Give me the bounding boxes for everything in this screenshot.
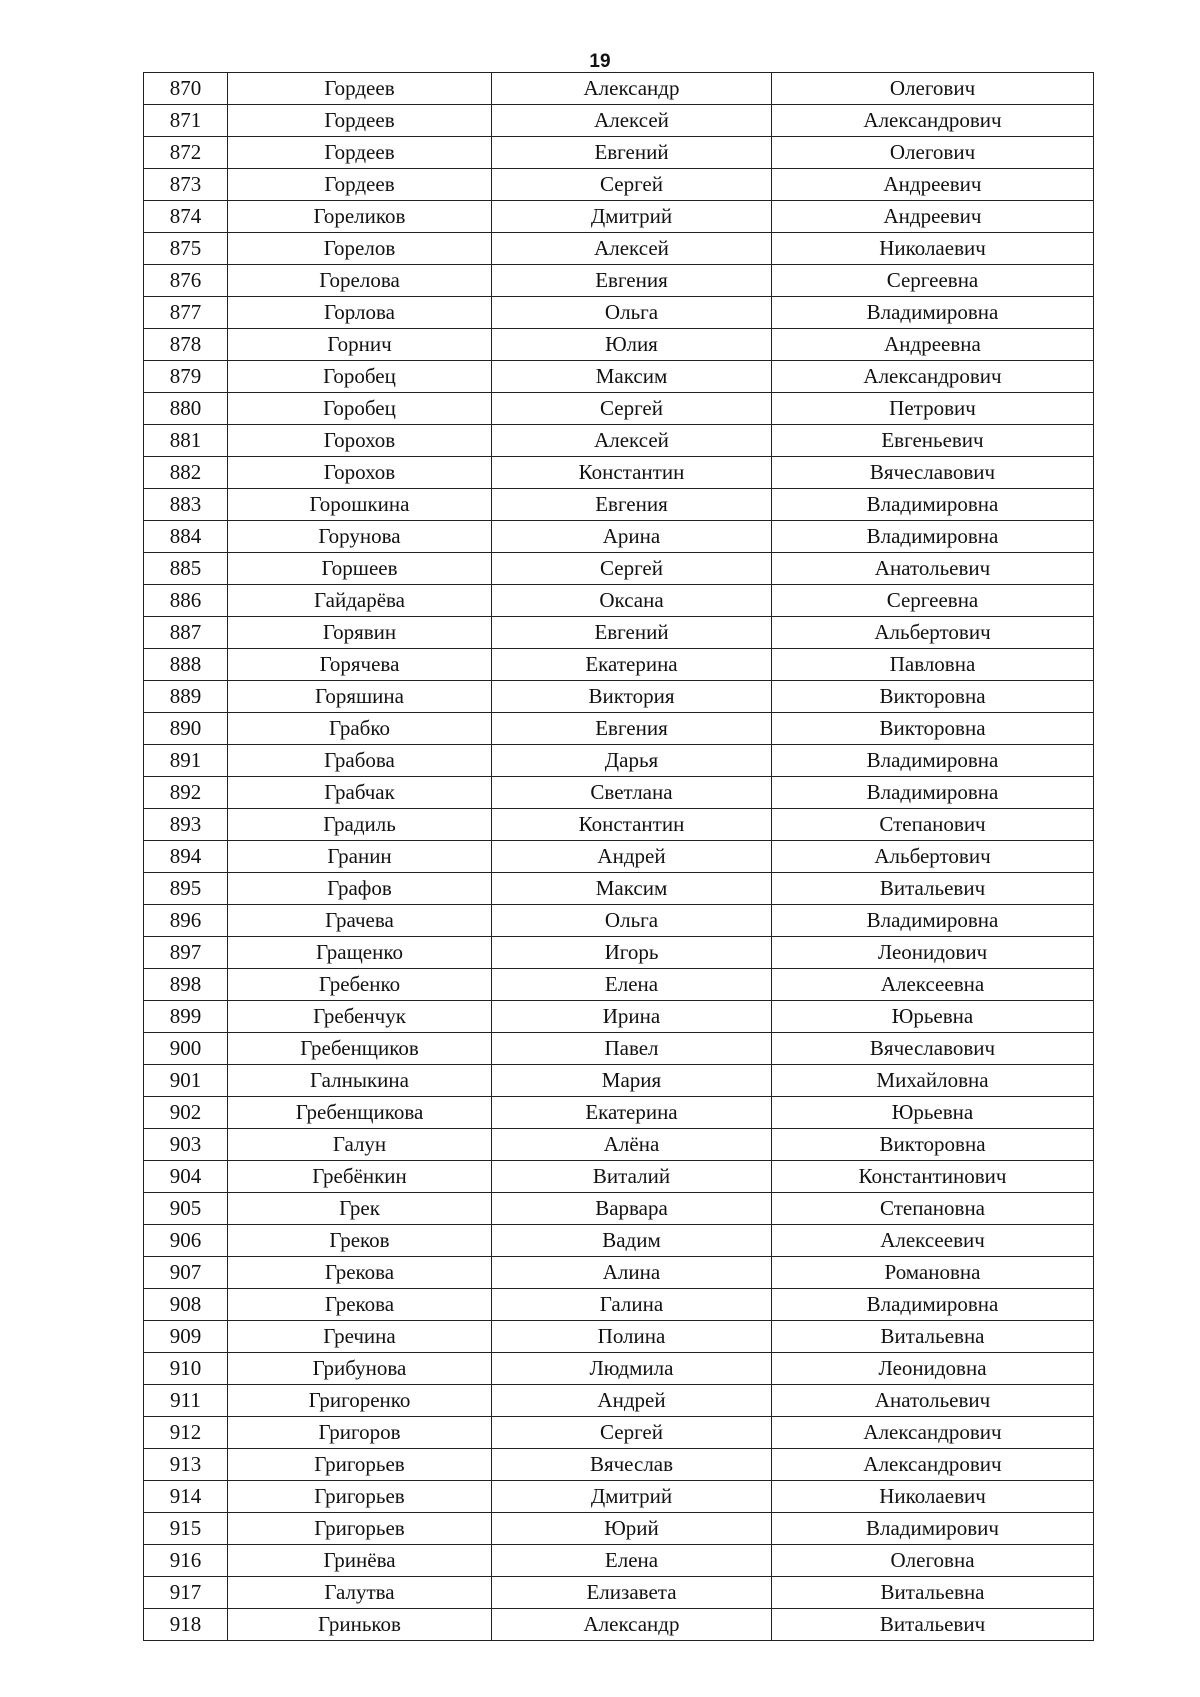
first-name-cell: Елизавета: [492, 1577, 772, 1609]
row-number-cell: 898: [144, 969, 228, 1001]
row-number-cell: 890: [144, 713, 228, 745]
last-name-cell: Галныкина: [228, 1065, 492, 1097]
patronymic-cell: Алексеевич: [772, 1225, 1094, 1257]
first-name-cell: Константин: [492, 457, 772, 489]
first-name-cell: Алексей: [492, 233, 772, 265]
row-number-cell: 899: [144, 1001, 228, 1033]
table-row: [144, 1321, 1094, 1353]
patronymic-cell: Витальевна: [772, 1577, 1094, 1609]
last-name-cell: Градиль: [228, 809, 492, 841]
table-row: [144, 1353, 1094, 1385]
first-name-cell: Алексей: [492, 425, 772, 457]
table-row: [144, 745, 1094, 777]
patronymic-cell: Романовна: [772, 1257, 1094, 1289]
patronymic-cell: Владимировна: [772, 521, 1094, 553]
row-number-cell: 909: [144, 1321, 228, 1353]
row-number-cell: 901: [144, 1065, 228, 1097]
row-number-cell: 894: [144, 841, 228, 873]
table-row: [144, 937, 1094, 969]
first-name-cell: Максим: [492, 361, 772, 393]
first-name-cell: Дмитрий: [492, 201, 772, 233]
patronymic-cell: Викторовна: [772, 681, 1094, 713]
last-name-cell: Горявин: [228, 617, 492, 649]
row-number-cell: 902: [144, 1097, 228, 1129]
last-name-cell: Грек: [228, 1193, 492, 1225]
last-name-cell: Грекова: [228, 1257, 492, 1289]
table-row: [144, 457, 1094, 489]
last-name-cell: Григорьев: [228, 1481, 492, 1513]
last-name-cell: Горобец: [228, 361, 492, 393]
patronymic-cell: Андреевна: [772, 329, 1094, 361]
table-row: [144, 649, 1094, 681]
first-name-cell: Юлия: [492, 329, 772, 361]
first-name-cell: Ирина: [492, 1001, 772, 1033]
last-name-cell: Григорьев: [228, 1449, 492, 1481]
table-row: [144, 1289, 1094, 1321]
patronymic-cell: Анатольевич: [772, 553, 1094, 585]
table-row: [144, 1193, 1094, 1225]
table-row: [144, 1129, 1094, 1161]
table-row: [144, 1385, 1094, 1417]
first-name-cell: Алёна: [492, 1129, 772, 1161]
last-name-cell: Гребенко: [228, 969, 492, 1001]
first-name-cell: Оксана: [492, 585, 772, 617]
last-name-cell: Гайдарёва: [228, 585, 492, 617]
table-row: [144, 425, 1094, 457]
row-number-cell: 877: [144, 297, 228, 329]
patronymic-cell: Алексеевна: [772, 969, 1094, 1001]
first-name-cell: Андрей: [492, 1385, 772, 1417]
table-row: [144, 329, 1094, 361]
roster-table: [143, 72, 1094, 1641]
table-row: [144, 137, 1094, 169]
last-name-cell: Грекова: [228, 1289, 492, 1321]
table-row: [144, 681, 1094, 713]
table-row: [144, 265, 1094, 297]
row-number-cell: 913: [144, 1449, 228, 1481]
row-number-cell: 895: [144, 873, 228, 905]
table-row: [144, 1065, 1094, 1097]
patronymic-cell: Викторовна: [772, 1129, 1094, 1161]
row-number-cell: 870: [144, 73, 228, 105]
page-number: 19: [589, 51, 611, 72]
table-row: [144, 1449, 1094, 1481]
patronymic-cell: Олегович: [772, 137, 1094, 169]
row-number-cell: 917: [144, 1577, 228, 1609]
table-row: [144, 105, 1094, 137]
patronymic-cell: Леонидовна: [772, 1353, 1094, 1385]
last-name-cell: Горунова: [228, 521, 492, 553]
row-number-cell: 892: [144, 777, 228, 809]
patronymic-cell: Александрович: [772, 361, 1094, 393]
first-name-cell: Виктория: [492, 681, 772, 713]
patronymic-cell: Андреевич: [772, 201, 1094, 233]
first-name-cell: Сергей: [492, 169, 772, 201]
patronymic-cell: Альбертович: [772, 841, 1094, 873]
roster-table-body: [144, 73, 1094, 1641]
table-row: [144, 617, 1094, 649]
row-number-cell: 872: [144, 137, 228, 169]
first-name-cell: Вячеслав: [492, 1449, 772, 1481]
first-name-cell: Екатерина: [492, 649, 772, 681]
first-name-cell: Евгения: [492, 713, 772, 745]
row-number-cell: 896: [144, 905, 228, 937]
first-name-cell: Александр: [492, 1609, 772, 1641]
patronymic-cell: Степанович: [772, 809, 1094, 841]
last-name-cell: Гречина: [228, 1321, 492, 1353]
row-number-cell: 911: [144, 1385, 228, 1417]
last-name-cell: Григоренко: [228, 1385, 492, 1417]
table-row: [144, 1097, 1094, 1129]
row-number-cell: 881: [144, 425, 228, 457]
row-number-cell: 888: [144, 649, 228, 681]
last-name-cell: Горобец: [228, 393, 492, 425]
first-name-cell: Александр: [492, 73, 772, 105]
row-number-cell: 883: [144, 489, 228, 521]
row-number-cell: 874: [144, 201, 228, 233]
table-row: [144, 1417, 1094, 1449]
last-name-cell: Грабова: [228, 745, 492, 777]
table-row: [144, 713, 1094, 745]
first-name-cell: Алина: [492, 1257, 772, 1289]
row-number-cell: 882: [144, 457, 228, 489]
row-number-cell: 915: [144, 1513, 228, 1545]
last-name-cell: Гриньков: [228, 1609, 492, 1641]
table-row: [144, 233, 1094, 265]
first-name-cell: Евгения: [492, 489, 772, 521]
last-name-cell: Грибунова: [228, 1353, 492, 1385]
patronymic-cell: Александрович: [772, 1449, 1094, 1481]
last-name-cell: Грачева: [228, 905, 492, 937]
last-name-cell: Гордеев: [228, 73, 492, 105]
row-number-cell: 897: [144, 937, 228, 969]
row-number-cell: 871: [144, 105, 228, 137]
first-name-cell: Евгений: [492, 137, 772, 169]
first-name-cell: Сергей: [492, 1417, 772, 1449]
patronymic-cell: Витальевич: [772, 873, 1094, 905]
patronymic-cell: Владимирович: [772, 1513, 1094, 1545]
row-number-cell: 875: [144, 233, 228, 265]
last-name-cell: Гореликов: [228, 201, 492, 233]
patronymic-cell: Владимировна: [772, 297, 1094, 329]
table-row: [144, 969, 1094, 1001]
row-number-cell: 900: [144, 1033, 228, 1065]
patronymic-cell: Альбертович: [772, 617, 1094, 649]
first-name-cell: Вадим: [492, 1225, 772, 1257]
last-name-cell: Галутва: [228, 1577, 492, 1609]
patronymic-cell: Сергеевна: [772, 265, 1094, 297]
last-name-cell: Галун: [228, 1129, 492, 1161]
first-name-cell: Андрей: [492, 841, 772, 873]
first-name-cell: Игорь: [492, 937, 772, 969]
last-name-cell: Горохов: [228, 425, 492, 457]
table-row: [144, 1033, 1094, 1065]
first-name-cell: Алексей: [492, 105, 772, 137]
patronymic-cell: Александрович: [772, 1417, 1094, 1449]
last-name-cell: Гребенщиков: [228, 1033, 492, 1065]
row-number-cell: 884: [144, 521, 228, 553]
row-number-cell: 914: [144, 1481, 228, 1513]
row-number-cell: 904: [144, 1161, 228, 1193]
patronymic-cell: Владимировна: [772, 777, 1094, 809]
patronymic-cell: Павловна: [772, 649, 1094, 681]
patronymic-cell: Владимировна: [772, 489, 1094, 521]
row-number-cell: 873: [144, 169, 228, 201]
patronymic-cell: Владимировна: [772, 1289, 1094, 1321]
last-name-cell: Гребенчук: [228, 1001, 492, 1033]
patronymic-cell: Владимировна: [772, 745, 1094, 777]
first-name-cell: Екатерина: [492, 1097, 772, 1129]
table-row: [144, 1001, 1094, 1033]
first-name-cell: Юрий: [492, 1513, 772, 1545]
table-row: [144, 1225, 1094, 1257]
row-number-cell: 878: [144, 329, 228, 361]
table-row: [144, 1577, 1094, 1609]
first-name-cell: Арина: [492, 521, 772, 553]
row-number-cell: 903: [144, 1129, 228, 1161]
first-name-cell: Павел: [492, 1033, 772, 1065]
table-row: [144, 393, 1094, 425]
first-name-cell: Ольга: [492, 905, 772, 937]
table-row: [144, 1257, 1094, 1289]
row-number-cell: 879: [144, 361, 228, 393]
patronymic-cell: Леонидович: [772, 937, 1094, 969]
table-row: [144, 297, 1094, 329]
last-name-cell: Греков: [228, 1225, 492, 1257]
first-name-cell: Светлана: [492, 777, 772, 809]
first-name-cell: Константин: [492, 809, 772, 841]
table-row: [144, 585, 1094, 617]
row-number-cell: 916: [144, 1545, 228, 1577]
patronymic-cell: Михайловна: [772, 1065, 1094, 1097]
first-name-cell: Людмила: [492, 1353, 772, 1385]
row-number-cell: 908: [144, 1289, 228, 1321]
row-number-cell: 880: [144, 393, 228, 425]
patronymic-cell: Александрович: [772, 105, 1094, 137]
row-number-cell: 906: [144, 1225, 228, 1257]
patronymic-cell: Анатольевич: [772, 1385, 1094, 1417]
patronymic-cell: Сергеевна: [772, 585, 1094, 617]
row-number-cell: 912: [144, 1417, 228, 1449]
patronymic-cell: Степановна: [772, 1193, 1094, 1225]
last-name-cell: Горяшина: [228, 681, 492, 713]
first-name-cell: Евгения: [492, 265, 772, 297]
last-name-cell: Гребенщикова: [228, 1097, 492, 1129]
table-row: [144, 201, 1094, 233]
last-name-cell: Гордеев: [228, 137, 492, 169]
last-name-cell: Горшеев: [228, 553, 492, 585]
first-name-cell: Ольга: [492, 297, 772, 329]
row-number-cell: 918: [144, 1609, 228, 1641]
first-name-cell: Сергей: [492, 553, 772, 585]
last-name-cell: Гордеев: [228, 169, 492, 201]
first-name-cell: Максим: [492, 873, 772, 905]
last-name-cell: Горячева: [228, 649, 492, 681]
patronymic-cell: Вячеславович: [772, 1033, 1094, 1065]
row-number-cell: 887: [144, 617, 228, 649]
patronymic-cell: Евгеньевич: [772, 425, 1094, 457]
table-row: [144, 809, 1094, 841]
last-name-cell: Горелов: [228, 233, 492, 265]
patronymic-cell: Петрович: [772, 393, 1094, 425]
last-name-cell: Гращенко: [228, 937, 492, 969]
patronymic-cell: Витальевна: [772, 1321, 1094, 1353]
last-name-cell: Горелова: [228, 265, 492, 297]
last-name-cell: Гордеев: [228, 105, 492, 137]
patronymic-cell: Викторовна: [772, 713, 1094, 745]
row-number-cell: 905: [144, 1193, 228, 1225]
last-name-cell: Горлова: [228, 297, 492, 329]
row-number-cell: 907: [144, 1257, 228, 1289]
patronymic-cell: Николаевич: [772, 233, 1094, 265]
table-row: [144, 361, 1094, 393]
patronymic-cell: Владимировна: [772, 905, 1094, 937]
last-name-cell: Горнич: [228, 329, 492, 361]
first-name-cell: Дмитрий: [492, 1481, 772, 1513]
table-row: [144, 73, 1094, 105]
patronymic-cell: Олегович: [772, 73, 1094, 105]
table-row: [144, 905, 1094, 937]
first-name-cell: Полина: [492, 1321, 772, 1353]
first-name-cell: Виталий: [492, 1161, 772, 1193]
last-name-cell: Гринёва: [228, 1545, 492, 1577]
last-name-cell: Графов: [228, 873, 492, 905]
row-number-cell: 886: [144, 585, 228, 617]
patronymic-cell: Юрьевна: [772, 1001, 1094, 1033]
last-name-cell: Горошкина: [228, 489, 492, 521]
patronymic-cell: Витальевич: [772, 1609, 1094, 1641]
first-name-cell: Дарья: [492, 745, 772, 777]
last-name-cell: Гранин: [228, 841, 492, 873]
row-number-cell: 885: [144, 553, 228, 585]
first-name-cell: Евгений: [492, 617, 772, 649]
table-row: [144, 1545, 1094, 1577]
table-row: [144, 841, 1094, 873]
table-row: [144, 1481, 1094, 1513]
row-number-cell: 893: [144, 809, 228, 841]
patronymic-cell: Константинович: [772, 1161, 1094, 1193]
row-number-cell: 889: [144, 681, 228, 713]
table-row: [144, 489, 1094, 521]
last-name-cell: Григоров: [228, 1417, 492, 1449]
first-name-cell: Елена: [492, 969, 772, 1001]
patronymic-cell: Вячеславович: [772, 457, 1094, 489]
table-row: [144, 521, 1094, 553]
row-number-cell: 891: [144, 745, 228, 777]
last-name-cell: Горохов: [228, 457, 492, 489]
last-name-cell: Грабчак: [228, 777, 492, 809]
table-row: [144, 1513, 1094, 1545]
table-row: [144, 169, 1094, 201]
first-name-cell: Елена: [492, 1545, 772, 1577]
table-row: [144, 777, 1094, 809]
table-row: [144, 873, 1094, 905]
patronymic-cell: Николаевич: [772, 1481, 1094, 1513]
table-row: [144, 1609, 1094, 1641]
row-number-cell: 876: [144, 265, 228, 297]
first-name-cell: Варвара: [492, 1193, 772, 1225]
last-name-cell: Грабко: [228, 713, 492, 745]
first-name-cell: Сергей: [492, 393, 772, 425]
patronymic-cell: Олеговна: [772, 1545, 1094, 1577]
row-number-cell: 910: [144, 1353, 228, 1385]
first-name-cell: Галина: [492, 1289, 772, 1321]
last-name-cell: Григорьев: [228, 1513, 492, 1545]
table-row: [144, 553, 1094, 585]
first-name-cell: Мария: [492, 1065, 772, 1097]
patronymic-cell: Андреевич: [772, 169, 1094, 201]
last-name-cell: Гребёнкин: [228, 1161, 492, 1193]
table-row: [144, 1161, 1094, 1193]
patronymic-cell: Юрьевна: [772, 1097, 1094, 1129]
